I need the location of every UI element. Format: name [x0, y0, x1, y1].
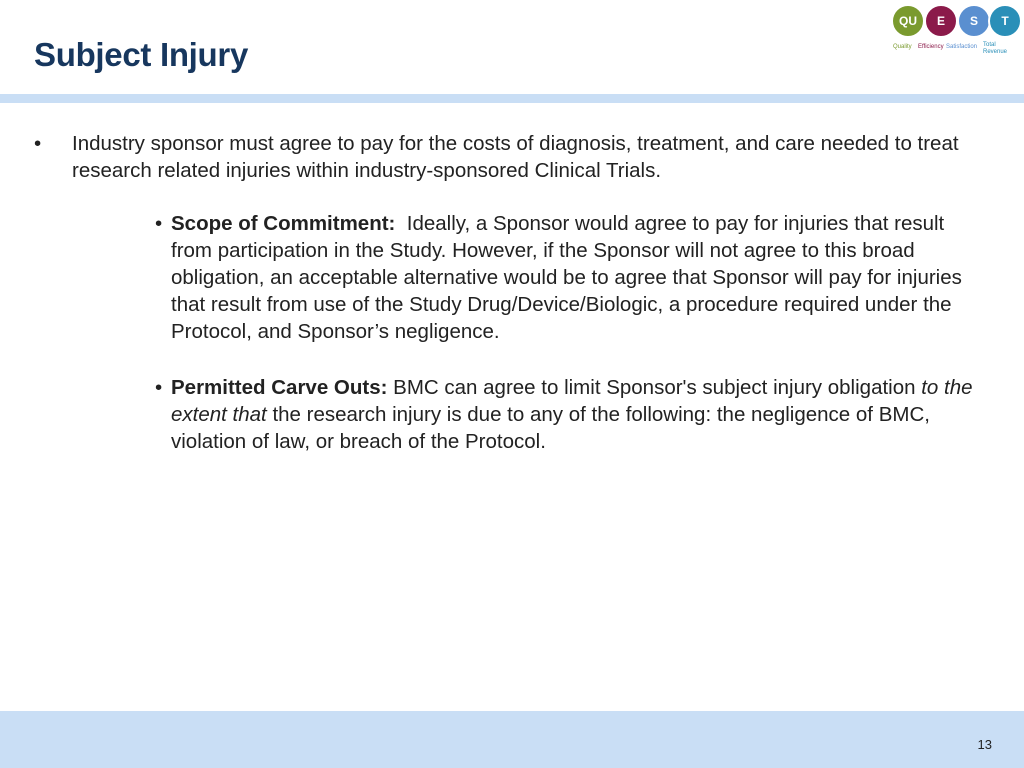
- logo-circle-t: T: [988, 4, 1022, 38]
- sub-bullet-label: Permitted Carve Outs:: [171, 376, 388, 399]
- logo-circle-s: S: [957, 4, 991, 38]
- quest-logo: [891, 4, 1024, 64]
- logo-label-satisfaction: Satisfaction: [946, 44, 978, 50]
- main-bullet: [34, 130, 994, 184]
- main-bullet-text: Industry sponsor must agree to pay for the costs of diagnosis, treatment, and care needed to treat research related injuries within industry-sponsored Clinical Trials.: [72, 132, 959, 182]
- footer-band: [0, 711, 1024, 768]
- bullet-dot: •: [34, 132, 42, 155]
- logo-circle-qu: QU: [891, 4, 925, 38]
- header-rule: [0, 94, 1024, 103]
- sub-bullet-body-before: BMC can agree to limit Sponsor's subject injury obligation: [393, 376, 916, 399]
- bullet-dot: •: [155, 212, 163, 235]
- logo-label-quality: Quality: [893, 44, 912, 50]
- bullet-dot: •: [155, 376, 163, 399]
- sub-bullet-scope: [155, 210, 985, 345]
- sub-bullet-carve-outs: [155, 374, 985, 455]
- sub-bullet-body-italic: to the extent that: [171, 376, 973, 426]
- sub-bullet-text: [171, 210, 985, 345]
- sub-bullet-body: Ideally, a Sponsor would agree to pay for injuries that result from participation in the Study. However, if the Sponsor will not agree to this broad obligation, an acceptable alternative would be to agree that Sponsor will pay for injuries that result from use of the Study Drug/Device/Biologic, a procedure required under the Protocol, and Sponsor’s negligence.: [171, 212, 962, 343]
- slide-title: Subject Injury: [34, 36, 249, 73]
- page-number: 13: [977, 737, 992, 752]
- logo-label-efficiency: Efficiency: [918, 44, 944, 50]
- sub-bullet-text: [171, 374, 985, 455]
- sub-bullet-label: Scope of Commitment:: [171, 212, 396, 235]
- logo-label-total-revenue: Total Revenue: [983, 42, 1008, 55]
- logo-circle-e: E: [924, 4, 958, 38]
- sub-bullet-body-after: the research injury is due to any of the following: the negligence of BMC, violation of law, or breach of the Protocol.: [171, 403, 930, 453]
